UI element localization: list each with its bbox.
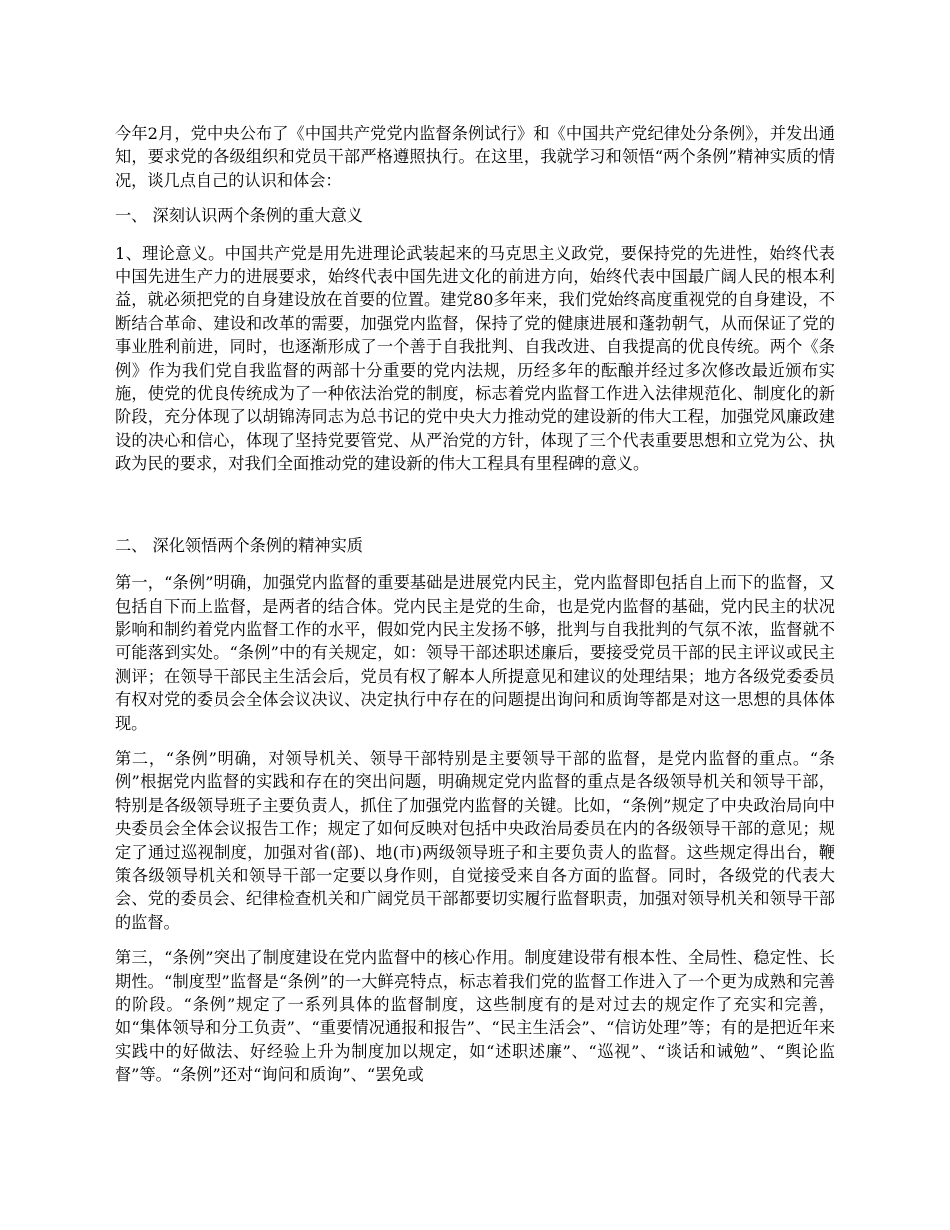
section-2-paragraph-2: 第二，“条例”明确，对领导机关、领导干部特别是主要领导干部的监督，是党内监督的重点。“条例”根据党内监督的实践和存在的突出问题，明确规定党内监督的重点是各级领导机关和领导干部，特别是各级领导班子主要负责人，抓住了加强党内监督的关键。比如，“条例”规定了中央政治局向中央委员会全体会议报告工作；规定了如何反映对包括中央政治局委员在内的各级领导干部的意见；规定了通过巡视制度，加强对省(部)、地(市)两级领导班子和主要负责人的监督。这些规定得出台，鞭策各级领导机关和领导干部一定要以身作则，自觉接受来自各方面的监督。同时，各级党的代表大会、党的委员会、纪律检查机关和广阔党员干部都要切实履行监督职责，加强对领导机关和领导干部的监督。: [115, 748, 835, 932]
document-page: [115, 122, 835, 1099]
section-1-heading: 一、 深刻认识两个条例的重大意义: [115, 206, 363, 226]
section-2-paragraph-3: 第三，“条例”突出了制度建设在党内监督中的核心作用。制度建设带有根本性、全局性、稳定性、长期性。“制度型”监督是“条例”的一大鲜亮特点，标志着我们党的监督工作进入了一个更为成熟和完善的阶段。“条例”规定了一系列具体的监督制度，这些制度有的是对过去的规定作了充实和完善，如“集体领导和分工负责”、“重要情况通报和报告”、“民主生活会”、“信访处理”等；有的是把近年来实践中的好做法、好经验上升为制度加以规定，如“述职述廉”、“巡视”、“谈话和诫勉”、“舆论监督”等。“条例”还对“询问和质询”、“罢免或: [115, 948, 835, 1085]
section-spacer: [115, 488, 835, 534]
section-1-paragraph-1: 1、理论意义。中国共产党是用先进理论武装起来的马克思主义政党，要保持党的先进性，始终代表中国先进生产力的进展要求，始终代表中国先进文化的前进方向，始终代表中国最广阔人民的根本利益，就必须把党的自身建设放在首要的位置。建党80多年来，我们党始终高度重视党的自身建设，不断结合革命、建设和改革的需要，加强党内监督，保持了党的健康进展和蓬勃朝气，从而保证了党的事业胜利前进，同时，也逐渐形成了一个善于自我批判、自我改进、自我提高的优良传统。两个《条例》作为我们党自我监督的两部十分重要的党内法规，历经多年的酝酿并经过多次修改最近颁布实施，使党的优良传统成为了一种依法治党的制度，标志着党内监督工作进入法律规范化、制度化的新阶段，充分体现了以胡锦涛同志为总书记的党中央大力推动党的建设新的伟大工程，加强党风廉政建设的决心和信心，体现了坚持党要管党、从严治党的方针，体现了三个代表重要思想和立党为公、执政为民的要求，对我们全面推动党的建设新的伟大工程具有里程碑的意义。: [115, 243, 835, 474]
intro-paragraph: 今年2月，党中央公布了《中国共产党党内监督条例试行》和《中国共产党纪律处分条例》，并发出通知，要求党的各级组织和党员干部严格遵照执行。在这里，我就学习和领悟“两个条例”精神实质的情况，谈几点自己的认识和体会：: [115, 124, 835, 190]
section-2-paragraph-1: 第一，“条例”明确，加强党内监督的重要基础是进展党内民主，党内监督即包括自上而下的监督，又包括自下而上监督，是两者的结合体。党内民主是党的生命，也是党内监督的基础，党内民主的状况影响和制约着党内监督工作的水平，假如党内民主发扬不够，批判与自我批判的气氛不浓，监督就不可能落到实处。“条例”中的有关规定，如：领导干部述职述廉后，要接受党员干部的民主评议或民主测评；在领导干部民主生活会后，党员有权了解本人所提意见和建议的处理结果；地方各级党委委员有权对党的委员会全体会议决议、决定执行中存在的问题提出询问和质询等都是对这一思想的具体体现。: [115, 573, 835, 733]
section-2-heading: 二、 深化领悟两个条例的精神实质: [115, 535, 363, 555]
